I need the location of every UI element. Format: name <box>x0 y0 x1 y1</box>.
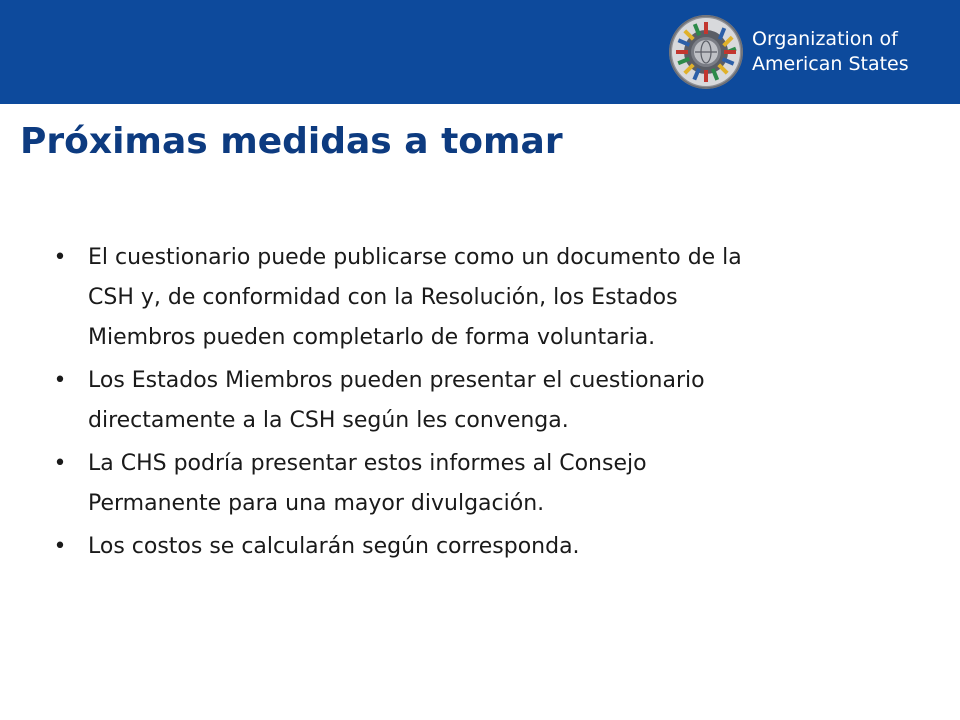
bullet-2-line-1: Los Estados Miembros pueden presentar el cuestionario <box>88 368 705 393</box>
bullet-item-3 <box>50 444 910 524</box>
bullet-2-line-2: directamente a la CSH según les convenga. <box>88 408 569 433</box>
bullet-list <box>50 238 910 570</box>
bullet-1-line-3: Miembros pueden completarlo de forma voluntaria. <box>88 325 656 350</box>
oas-seal-icon <box>668 14 744 90</box>
bullet-1-line-2: CSH y, de conformidad con la Resolución, los Estados <box>88 285 678 310</box>
bullet-dot-icon: • <box>53 451 67 476</box>
bullet-item-1 <box>50 238 910 358</box>
organization-name-line-2: American States <box>752 53 909 75</box>
organization-logo <box>668 14 909 90</box>
bullet-dot-icon: • <box>53 534 67 559</box>
bullet-item-4 <box>50 527 910 567</box>
organization-name-line-1: Organization of <box>752 28 898 50</box>
bullet-dot-icon: • <box>53 245 67 270</box>
slide-title: Próximas medidas a tomar <box>20 121 563 162</box>
bullet-3-line-1: La CHS podría presentar estos informes al Consejo <box>88 451 647 476</box>
bullet-dot-icon: • <box>53 368 67 393</box>
bullet-1-line-1: El cuestionario puede publicarse como un documento de la <box>88 245 742 270</box>
organization-name <box>752 27 909 77</box>
header-band <box>0 0 960 104</box>
bullet-item-2 <box>50 361 910 441</box>
bullet-3-line-2: Permanente para una mayor divulgación. <box>88 491 545 516</box>
bullet-4-line-1: Los costos se calcularán según corresponda. <box>88 534 580 559</box>
